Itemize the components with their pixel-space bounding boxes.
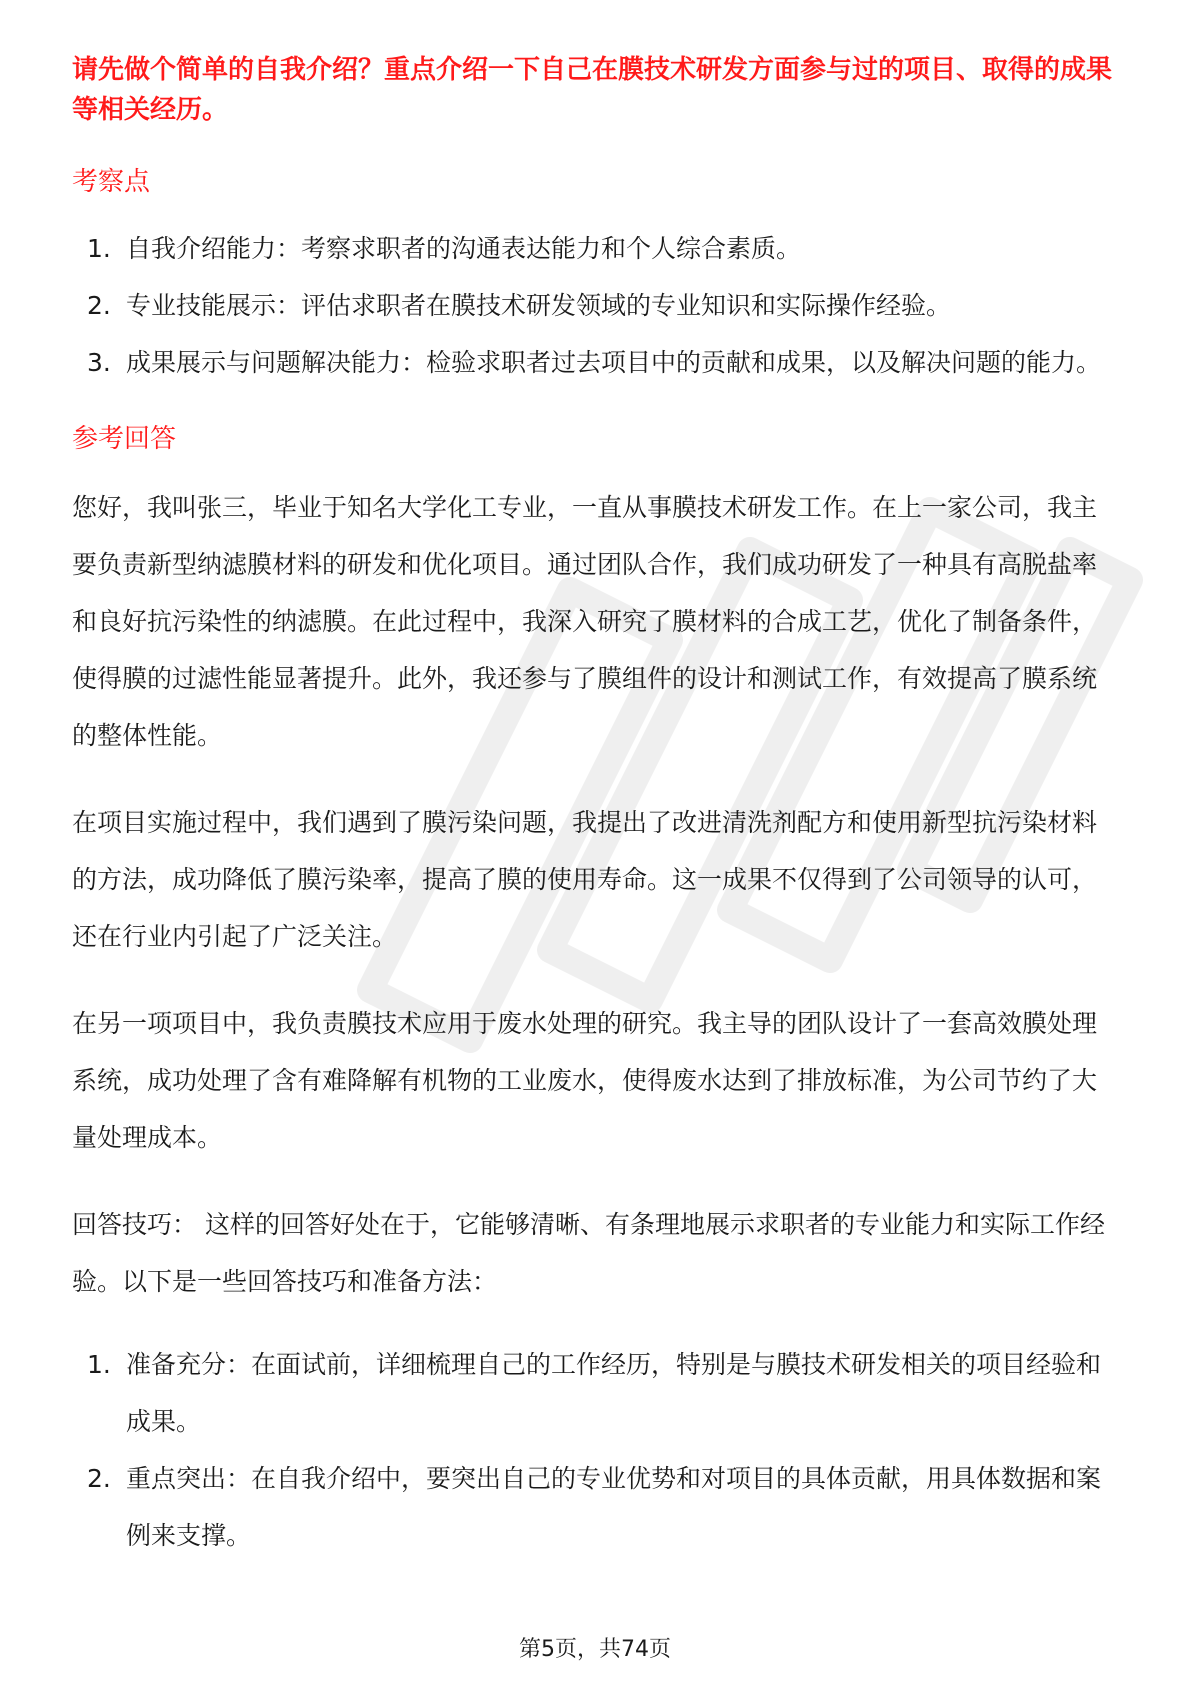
answer-paragraph: 在项目实施过程中，我们遇到了膜污染问题，我提出了改进清洗剂配方和使用新型抗污染材料的方法，成功降低了膜污染率，提高了膜的使用寿命。这一成果不仅得到了公司领导的认可，还在行业内引起了广泛关注。: [72, 808, 1098, 951]
question-title: 请先做个简单的自我介绍？重点介绍一下自己在膜技术研发方面参与过的项目、取得的成果等相关经历。: [72, 55, 1113, 125]
page-footer: 第5页，共74页: [519, 1637, 671, 1662]
document-page: [72, 50, 1120, 1564]
list-item: 2. 专业技能展示：评估求职者在膜技术研发领域的专业知识和实际操作经验。: [87, 291, 952, 320]
tips-list: [72, 1336, 1120, 1564]
list-item: 1. 准备充分：在面试前，详细梳理自己的工作经历，特别是与膜技术研发相关的项目经验和成果。: [87, 1350, 1102, 1436]
list-item-text: 准备充分：在面试前，详细梳理自己的工作经历，特别是与膜技术研发相关的项目经验和成果。: [126, 1350, 1102, 1436]
examination-points-list: [72, 220, 1120, 391]
answer-paragraph: 在另一项项目中，我负责膜技术应用于废水处理的研究。我主导的团队设计了一套高效膜处理系统，成功处理了含有难降解有机物的工业废水，使得废水达到了排放标准，为公司节约了大量处理成本。: [72, 1009, 1098, 1152]
answer-paragraph: 您好，我叫张三，毕业于知名大学化工专业，一直从事膜技术研发工作。在上一家公司，我主要负责新型纳滤膜材料的研发和优化项目。通过团队合作，我们成功研发了一种具有高脱盐率和良好抗污染性的纳滤膜。在此过程中，我深入研究了膜材料的合成工艺，优化了制备条件，使得膜的过滤性能显著提升。此外，我还参与了膜组件的设计和测试工作，有效提高了膜系统的整体性能。: [72, 493, 1098, 750]
list-item: 2. 重点突出：在自我介绍中，要突出自己的专业优势和对项目的具体贡献，用具体数据和案例来支撑。: [87, 1464, 1102, 1550]
list-item-text: 专业技能展示：评估求职者在膜技术研发领域的专业知识和实际操作经验。: [126, 291, 952, 320]
answer-tips-intro: 回答技巧： 这样的回答好处在于，它能够清晰、有条理地展示求职者的专业能力和实际工作经验。以下是一些回答技巧和准备方法：: [72, 1210, 1105, 1296]
list-item: 1. 自我介绍能力：考察求职者的沟通表达能力和个人综合素质。: [87, 234, 802, 263]
reference-answer-heading: 参考回答: [72, 424, 177, 454]
list-item-text: 成果展示与问题解决能力：检验求职者过去项目中的贡献和成果，以及解决问题的能力。: [126, 348, 1102, 377]
examination-points-heading: 考察点: [72, 167, 151, 197]
list-item-text: 重点突出：在自我介绍中，要突出自己的专业优势和对项目的具体贡献，用具体数据和案例来支撑。: [126, 1464, 1102, 1550]
list-item-text: 自我介绍能力：考察求职者的沟通表达能力和个人综合素质。: [126, 234, 802, 263]
list-item: 3. 成果展示与问题解决能力：检验求职者过去项目中的贡献和成果，以及解决问题的能力。: [87, 348, 1102, 377]
